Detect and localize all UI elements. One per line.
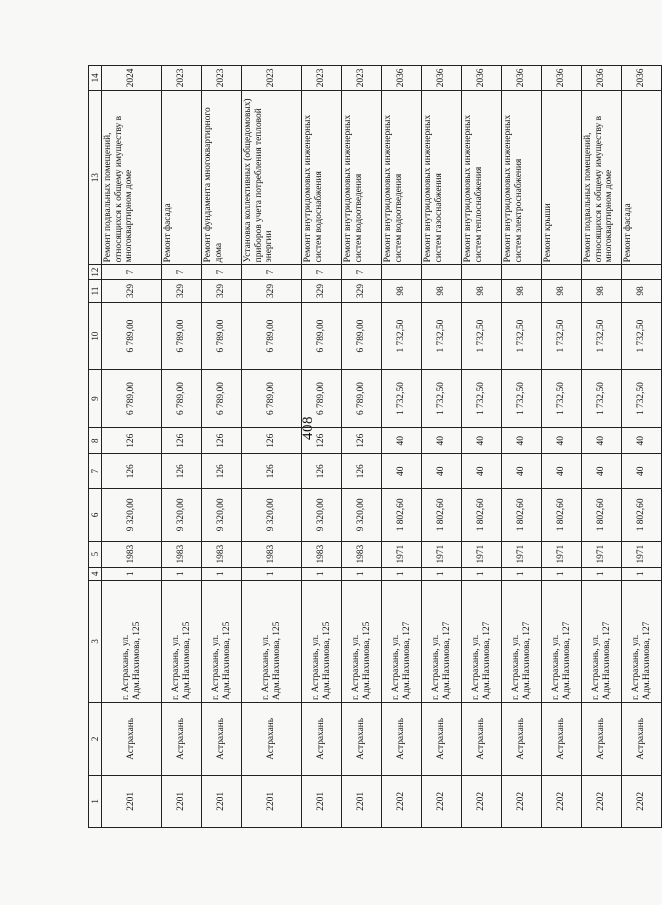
record-id-cell: 2201 [342, 775, 382, 827]
floors-cell [582, 265, 622, 280]
floors-cell: 7 [102, 265, 162, 280]
address-cell: г. Астрахань, ул. Адм.Нахимова, 127 [382, 580, 422, 702]
buildings-count-cell: 1 [582, 567, 622, 580]
work-type-cell: Ремонт подвальных помещений, относящихся к общему имуществу в многоквартирном доме [582, 90, 622, 265]
year-built-cell: 1971 [542, 541, 582, 567]
record-id-cell: 2201 [162, 775, 202, 827]
column-header: 1 [89, 775, 102, 827]
record-id-cell: 2202 [622, 775, 662, 827]
table-row [342, 66, 382, 828]
column-header: 11 [89, 279, 102, 302]
record-id-cell: 2201 [302, 775, 342, 827]
floors-cell [542, 265, 582, 280]
buildings-count-cell: 1 [202, 567, 242, 580]
record-id-cell: 2202 [502, 775, 542, 827]
buildings-count-cell: 1 [502, 567, 542, 580]
municipality-cell: Астрахань [202, 702, 242, 775]
address-cell: г. Астрахань, ул. Адм.Нахимова, 127 [622, 580, 662, 702]
planned-year-cell: 2036 [582, 66, 622, 91]
municipality-cell: Астрахань [342, 702, 382, 775]
residential-area-cell: 6 789,00 [102, 370, 162, 428]
table-row [422, 66, 462, 828]
apartments-count-cell: 40 [382, 454, 422, 489]
floors-cell: 7 [162, 265, 202, 280]
work-type-cell: Ремонт внутридомовых инженерных систем водоснабжения [302, 90, 342, 265]
registered-residents-cell: 98 [582, 279, 622, 302]
total-area-cell: 9 320,00 [162, 489, 202, 541]
floors-cell [382, 265, 422, 280]
buildings-count-cell: 1 [542, 567, 582, 580]
buildings-count-cell: 1 [162, 567, 202, 580]
planned-year-cell: 2024 [102, 66, 162, 91]
work-type-cell: Ремонт крыши [542, 90, 582, 265]
year-built-cell: 1971 [462, 541, 502, 567]
work-type-cell: Ремонт фундамента многоквартирного дома [202, 90, 242, 265]
floors-cell: 7 [342, 265, 382, 280]
residential-area-cell: 1 732,50 [542, 370, 582, 428]
municipality-cell: Астрахань [622, 702, 662, 775]
registered-residents-cell: 98 [502, 279, 542, 302]
table-body [102, 66, 662, 828]
municipality-cell: Астрахань [302, 702, 342, 775]
table-row [242, 66, 302, 828]
table-row [462, 66, 502, 828]
total-area-cell: 9 320,00 [102, 489, 162, 541]
total-area-cell: 1 802,60 [622, 489, 662, 541]
living-area-cell: 1 732,50 [422, 303, 462, 370]
column-header: 13 [89, 90, 102, 265]
total-area-cell: 1 802,60 [462, 489, 502, 541]
living-area-cell: 6 789,00 [102, 303, 162, 370]
registered-residents-cell: 329 [242, 279, 302, 302]
column-header: 7 [89, 454, 102, 489]
year-built-cell: 1971 [382, 541, 422, 567]
record-id-cell: 2201 [102, 775, 162, 827]
column-header: 9 [89, 370, 102, 428]
registered-residents-cell: 329 [342, 279, 382, 302]
registered-residents-cell: 329 [162, 279, 202, 302]
table-row [582, 66, 622, 828]
planned-year-cell: 2023 [302, 66, 342, 91]
living-area-cell: 1 732,50 [382, 303, 422, 370]
floors-cell [622, 265, 662, 280]
residents-count-cell: 40 [502, 428, 542, 454]
table-row [382, 66, 422, 828]
work-type-cell: Установка коллективных (общедомовых) приборов учета потребления тепловой энергии [242, 90, 302, 265]
table-row [102, 66, 162, 828]
total-area-cell: 9 320,00 [342, 489, 382, 541]
registered-residents-cell: 98 [622, 279, 662, 302]
buildings-count-cell: 1 [422, 567, 462, 580]
record-id-cell: 2202 [382, 775, 422, 827]
year-built-cell: 1983 [162, 541, 202, 567]
work-type-cell: Ремонт фасада [622, 90, 662, 265]
apartments-count-cell: 126 [342, 454, 382, 489]
buildings-count-cell: 1 [102, 567, 162, 580]
column-header: 12 [89, 265, 102, 280]
residential-area-cell: 6 789,00 [162, 370, 202, 428]
column-header: 4 [89, 567, 102, 580]
planned-year-cell: 2036 [622, 66, 662, 91]
table-row [502, 66, 542, 828]
residents-count-cell: 40 [582, 428, 622, 454]
buildings-count-cell: 1 [382, 567, 422, 580]
residents-count-cell: 126 [202, 428, 242, 454]
floors-cell [422, 265, 462, 280]
residential-area-cell: 6 789,00 [242, 370, 302, 428]
floors-cell: 7 [302, 265, 342, 280]
apartments-count-cell: 40 [542, 454, 582, 489]
work-type-cell: Ремонт фасада [162, 90, 202, 265]
planned-year-cell: 2036 [462, 66, 502, 91]
table-row [202, 66, 242, 828]
apartments-count-cell: 126 [242, 454, 302, 489]
record-id-cell: 2201 [202, 775, 242, 827]
buildings-count-cell: 1 [622, 567, 662, 580]
apartments-count-cell: 126 [162, 454, 202, 489]
residential-area-cell: 1 732,50 [382, 370, 422, 428]
record-id-cell: 2202 [582, 775, 622, 827]
residents-count-cell: 40 [622, 428, 662, 454]
residential-area-cell: 1 732,50 [502, 370, 542, 428]
registered-residents-cell: 329 [102, 279, 162, 302]
residents-count-cell: 126 [242, 428, 302, 454]
total-area-cell: 1 802,60 [502, 489, 542, 541]
living-area-cell: 6 789,00 [162, 303, 202, 370]
column-header: 8 [89, 428, 102, 454]
apartments-count-cell: 40 [422, 454, 462, 489]
record-id-cell: 2202 [462, 775, 502, 827]
residential-area-cell: 6 789,00 [202, 370, 242, 428]
work-type-cell: Ремонт внутридомовых инженерных систем водоотведения [382, 90, 422, 265]
table-row [542, 66, 582, 828]
record-id-cell: 2201 [242, 775, 302, 827]
record-id-cell: 2202 [542, 775, 582, 827]
column-header: 3 [89, 580, 102, 702]
floors-cell [502, 265, 542, 280]
work-type-cell: Ремонт внутридомовых инженерных систем электроснабжения [502, 90, 542, 265]
address-cell: г. Астрахань, ул. Адм.Нахимова, 125 [102, 580, 162, 702]
floors-cell: 7 [202, 265, 242, 280]
planned-year-cell: 2036 [422, 66, 462, 91]
total-area-cell: 9 320,00 [202, 489, 242, 541]
registered-residents-cell: 98 [422, 279, 462, 302]
apartments-count-cell: 40 [622, 454, 662, 489]
column-header: 6 [89, 489, 102, 541]
address-cell: г. Астрахань, ул. Адм.Нахимова, 125 [202, 580, 242, 702]
municipality-cell: Астрахань [102, 702, 162, 775]
living-area-cell: 6 789,00 [342, 303, 382, 370]
municipality-cell: Астрахань [462, 702, 502, 775]
table-row [162, 66, 202, 828]
address-cell: г. Астрахань, ул. Адм.Нахимова, 127 [502, 580, 542, 702]
registered-residents-cell: 98 [462, 279, 502, 302]
column-header: 2 [89, 702, 102, 775]
year-built-cell: 1983 [242, 541, 302, 567]
year-built-cell: 1983 [342, 541, 382, 567]
work-type-cell: Ремонт внутридомовых инженерных систем теплоснабжения [462, 90, 502, 265]
year-built-cell: 1971 [582, 541, 622, 567]
table-row [622, 66, 662, 828]
apartments-count-cell: 40 [502, 454, 542, 489]
address-cell: г. Астрахань, ул. Адм.Нахимова, 127 [422, 580, 462, 702]
total-area-cell: 9 320,00 [302, 489, 342, 541]
apartments-count-cell: 40 [582, 454, 622, 489]
living-area-cell: 6 789,00 [302, 303, 342, 370]
residents-count-cell: 40 [462, 428, 502, 454]
living-area-cell: 1 732,50 [502, 303, 542, 370]
floors-cell: 7 [242, 265, 302, 280]
column-header: 5 [89, 541, 102, 567]
planned-year-cell: 2036 [502, 66, 542, 91]
year-built-cell: 1971 [502, 541, 542, 567]
address-cell: г. Астрахань, ул. Адм.Нахимова, 125 [302, 580, 342, 702]
record-id-cell: 2202 [422, 775, 462, 827]
apartments-count-cell: 40 [462, 454, 502, 489]
planned-year-cell: 2036 [382, 66, 422, 91]
living-area-cell: 1 732,50 [582, 303, 622, 370]
address-cell: г. Астрахань, ул. Адм.Нахимова, 127 [462, 580, 502, 702]
residential-area-cell: 1 732,50 [422, 370, 462, 428]
work-type-cell: Ремонт внутридомовых инженерных систем газоснабжения [422, 90, 462, 265]
year-built-cell: 1971 [622, 541, 662, 567]
residents-count-cell: 126 [302, 428, 342, 454]
total-area-cell: 1 802,60 [582, 489, 622, 541]
total-area-cell: 9 320,00 [242, 489, 302, 541]
residents-count-cell: 40 [422, 428, 462, 454]
column-number-row [89, 66, 102, 828]
living-area-cell: 6 789,00 [242, 303, 302, 370]
residential-area-cell: 1 732,50 [582, 370, 622, 428]
address-cell: г. Астрахань, ул. Адм.Нахимова, 127 [582, 580, 622, 702]
living-area-cell: 6 789,00 [202, 303, 242, 370]
planned-year-cell: 2036 [542, 66, 582, 91]
registered-residents-cell: 329 [302, 279, 342, 302]
repair-schedule-table [88, 65, 662, 828]
address-cell: г. Астрахань, ул. Адм.Нахимова, 125 [162, 580, 202, 702]
table-row [302, 66, 342, 828]
living-area-cell: 1 732,50 [462, 303, 502, 370]
work-type-cell: Ремонт подвальных помещений, относящихся к общему имуществу в многоквартирном доме [102, 90, 162, 265]
address-cell: г. Астрахань, ул. Адм.Нахимова, 127 [542, 580, 582, 702]
column-header: 10 [89, 303, 102, 370]
buildings-count-cell: 1 [462, 567, 502, 580]
planned-year-cell: 2023 [242, 66, 302, 91]
year-built-cell: 1983 [102, 541, 162, 567]
apartments-count-cell: 126 [102, 454, 162, 489]
residents-count-cell: 126 [342, 428, 382, 454]
residential-area-cell: 6 789,00 [302, 370, 342, 428]
registered-residents-cell: 98 [542, 279, 582, 302]
registered-residents-cell: 98 [382, 279, 422, 302]
municipality-cell: Астрахань [542, 702, 582, 775]
registered-residents-cell: 329 [202, 279, 242, 302]
municipality-cell: Астрахань [162, 702, 202, 775]
planned-year-cell: 2023 [162, 66, 202, 91]
buildings-count-cell: 1 [302, 567, 342, 580]
living-area-cell: 1 732,50 [542, 303, 582, 370]
municipality-cell: Астрахань [242, 702, 302, 775]
work-type-cell: Ремонт внутридомовых инженерных систем водоотведения [342, 90, 382, 265]
residential-area-cell: 1 732,50 [462, 370, 502, 428]
residents-count-cell: 40 [382, 428, 422, 454]
year-built-cell: 1971 [422, 541, 462, 567]
column-header: 14 [89, 66, 102, 91]
residents-count-cell: 40 [542, 428, 582, 454]
buildings-count-cell: 1 [242, 567, 302, 580]
floors-cell [462, 265, 502, 280]
planned-year-cell: 2023 [342, 66, 382, 91]
apartments-count-cell: 126 [202, 454, 242, 489]
municipality-cell: Астрахань [422, 702, 462, 775]
year-built-cell: 1983 [302, 541, 342, 567]
address-cell: г. Астрахань, ул. Адм.Нахимова, 125 [242, 580, 302, 702]
total-area-cell: 1 802,60 [542, 489, 582, 541]
total-area-cell: 1 802,60 [382, 489, 422, 541]
municipality-cell: Астрахань [382, 702, 422, 775]
residents-count-cell: 126 [102, 428, 162, 454]
page-number: 408 [300, 416, 316, 440]
address-cell: г. Астрахань, ул. Адм.Нахимова, 125 [342, 580, 382, 702]
planned-year-cell: 2023 [202, 66, 242, 91]
year-built-cell: 1983 [202, 541, 242, 567]
apartments-count-cell: 126 [302, 454, 342, 489]
municipality-cell: Астрахань [582, 702, 622, 775]
living-area-cell: 1 732,50 [622, 303, 662, 370]
residents-count-cell: 126 [162, 428, 202, 454]
residential-area-cell: 6 789,00 [342, 370, 382, 428]
municipality-cell: Астрахань [502, 702, 542, 775]
residential-area-cell: 1 732,50 [622, 370, 662, 428]
total-area-cell: 1 802,60 [422, 489, 462, 541]
buildings-count-cell: 1 [342, 567, 382, 580]
